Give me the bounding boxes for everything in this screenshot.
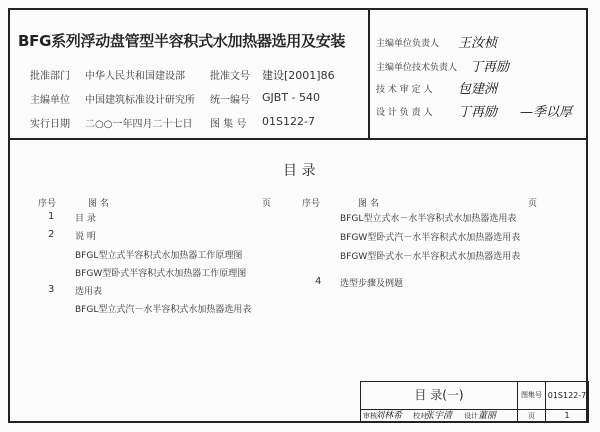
signature-2: —季以厚	[520, 105, 573, 120]
document-title: BFG系列浮动盘管型半容积式水加热器选用及安装	[18, 32, 346, 50]
check-label: 校对	[413, 412, 427, 420]
toc-number: 1	[48, 211, 55, 222]
toc-name: 说 明	[75, 232, 96, 242]
info-value-2: GJBT - 540	[262, 91, 320, 104]
toc-name: BFGW型卧式汽－水半容积式水加热器选用表	[340, 233, 521, 243]
check-signature: 张宇清	[425, 411, 453, 421]
header-divider	[368, 8, 370, 138]
review-signature: 刘林希	[375, 411, 403, 421]
toc-col-name-right: 图 名	[358, 199, 379, 209]
responsible-label: 主编单位技术负责人	[376, 63, 458, 73]
signature: 包建洲	[458, 82, 498, 97]
toc-col-no: 序号	[38, 199, 57, 209]
atlas-no: 01S122-7	[545, 381, 589, 410]
toc-number: 4	[315, 276, 322, 287]
toc-col-page-right: 页	[528, 199, 538, 209]
review-label: 审核	[363, 412, 377, 420]
toc-col-name: 图 名	[88, 199, 109, 209]
info-label: 实行日期	[30, 119, 70, 130]
responsible-label: 技 术 审 定 人	[376, 85, 433, 95]
toc-col-no-right: 序号	[302, 199, 321, 209]
toc-number: 3	[48, 284, 55, 295]
responsible-label: 主编单位负责人	[376, 39, 440, 49]
info-value: 中国建筑标准设计研究所	[85, 95, 195, 106]
toc-name: 选型步骤及例题	[340, 279, 404, 289]
info-label-2: 批准文号	[210, 71, 250, 82]
info-label: 批准部门	[30, 71, 70, 82]
signature: 王汝桢	[458, 36, 498, 51]
toc-name: BFGL型立式水－水半容积式水加热器选用表	[340, 214, 517, 224]
signoff-row	[360, 409, 518, 423]
responsible-label: 设 计 负 责 人	[376, 108, 433, 118]
toc-name: BFGW型卧式半容积式水加热器工作原理图	[75, 269, 247, 279]
titleblock-title: 目 录(一)	[414, 388, 464, 402]
info-label-2: 图 集 号	[210, 119, 247, 130]
toc-name: BFGL型立式汽－水半容积式水加热器选用表	[75, 305, 252, 315]
titleblock-title-cell	[360, 381, 518, 410]
toc-name: BFGW型卧式水－水半容积式水加热器选用表	[340, 252, 521, 262]
info-label-2: 统一编号	[210, 95, 250, 106]
design-signature: 董丽	[478, 411, 497, 421]
signature: 丁再励	[470, 60, 510, 75]
toc-name: 选用表	[75, 287, 103, 297]
page-number: 1	[545, 409, 589, 423]
toc-name: BFGL型立式半容积式水加热器工作原理图	[75, 251, 243, 261]
toc-col-page: 页	[262, 199, 272, 209]
info-value: 二○○一年四月二十七日	[85, 119, 193, 130]
page-label: 页	[517, 409, 546, 423]
signature: 丁再励	[458, 105, 498, 120]
info-label: 主编单位	[30, 95, 70, 106]
info-value: 中华人民共和国建设部	[85, 71, 185, 82]
toc-number: 2	[48, 229, 55, 240]
toc-title: 目 录	[283, 163, 316, 179]
design-label: 设计	[464, 412, 478, 420]
info-value-2: 建设[2001]86	[262, 69, 335, 82]
info-value-2: 01S122-7	[262, 115, 315, 128]
toc-name: 目 录	[75, 214, 96, 224]
atlas-label: 图集号	[517, 381, 546, 410]
